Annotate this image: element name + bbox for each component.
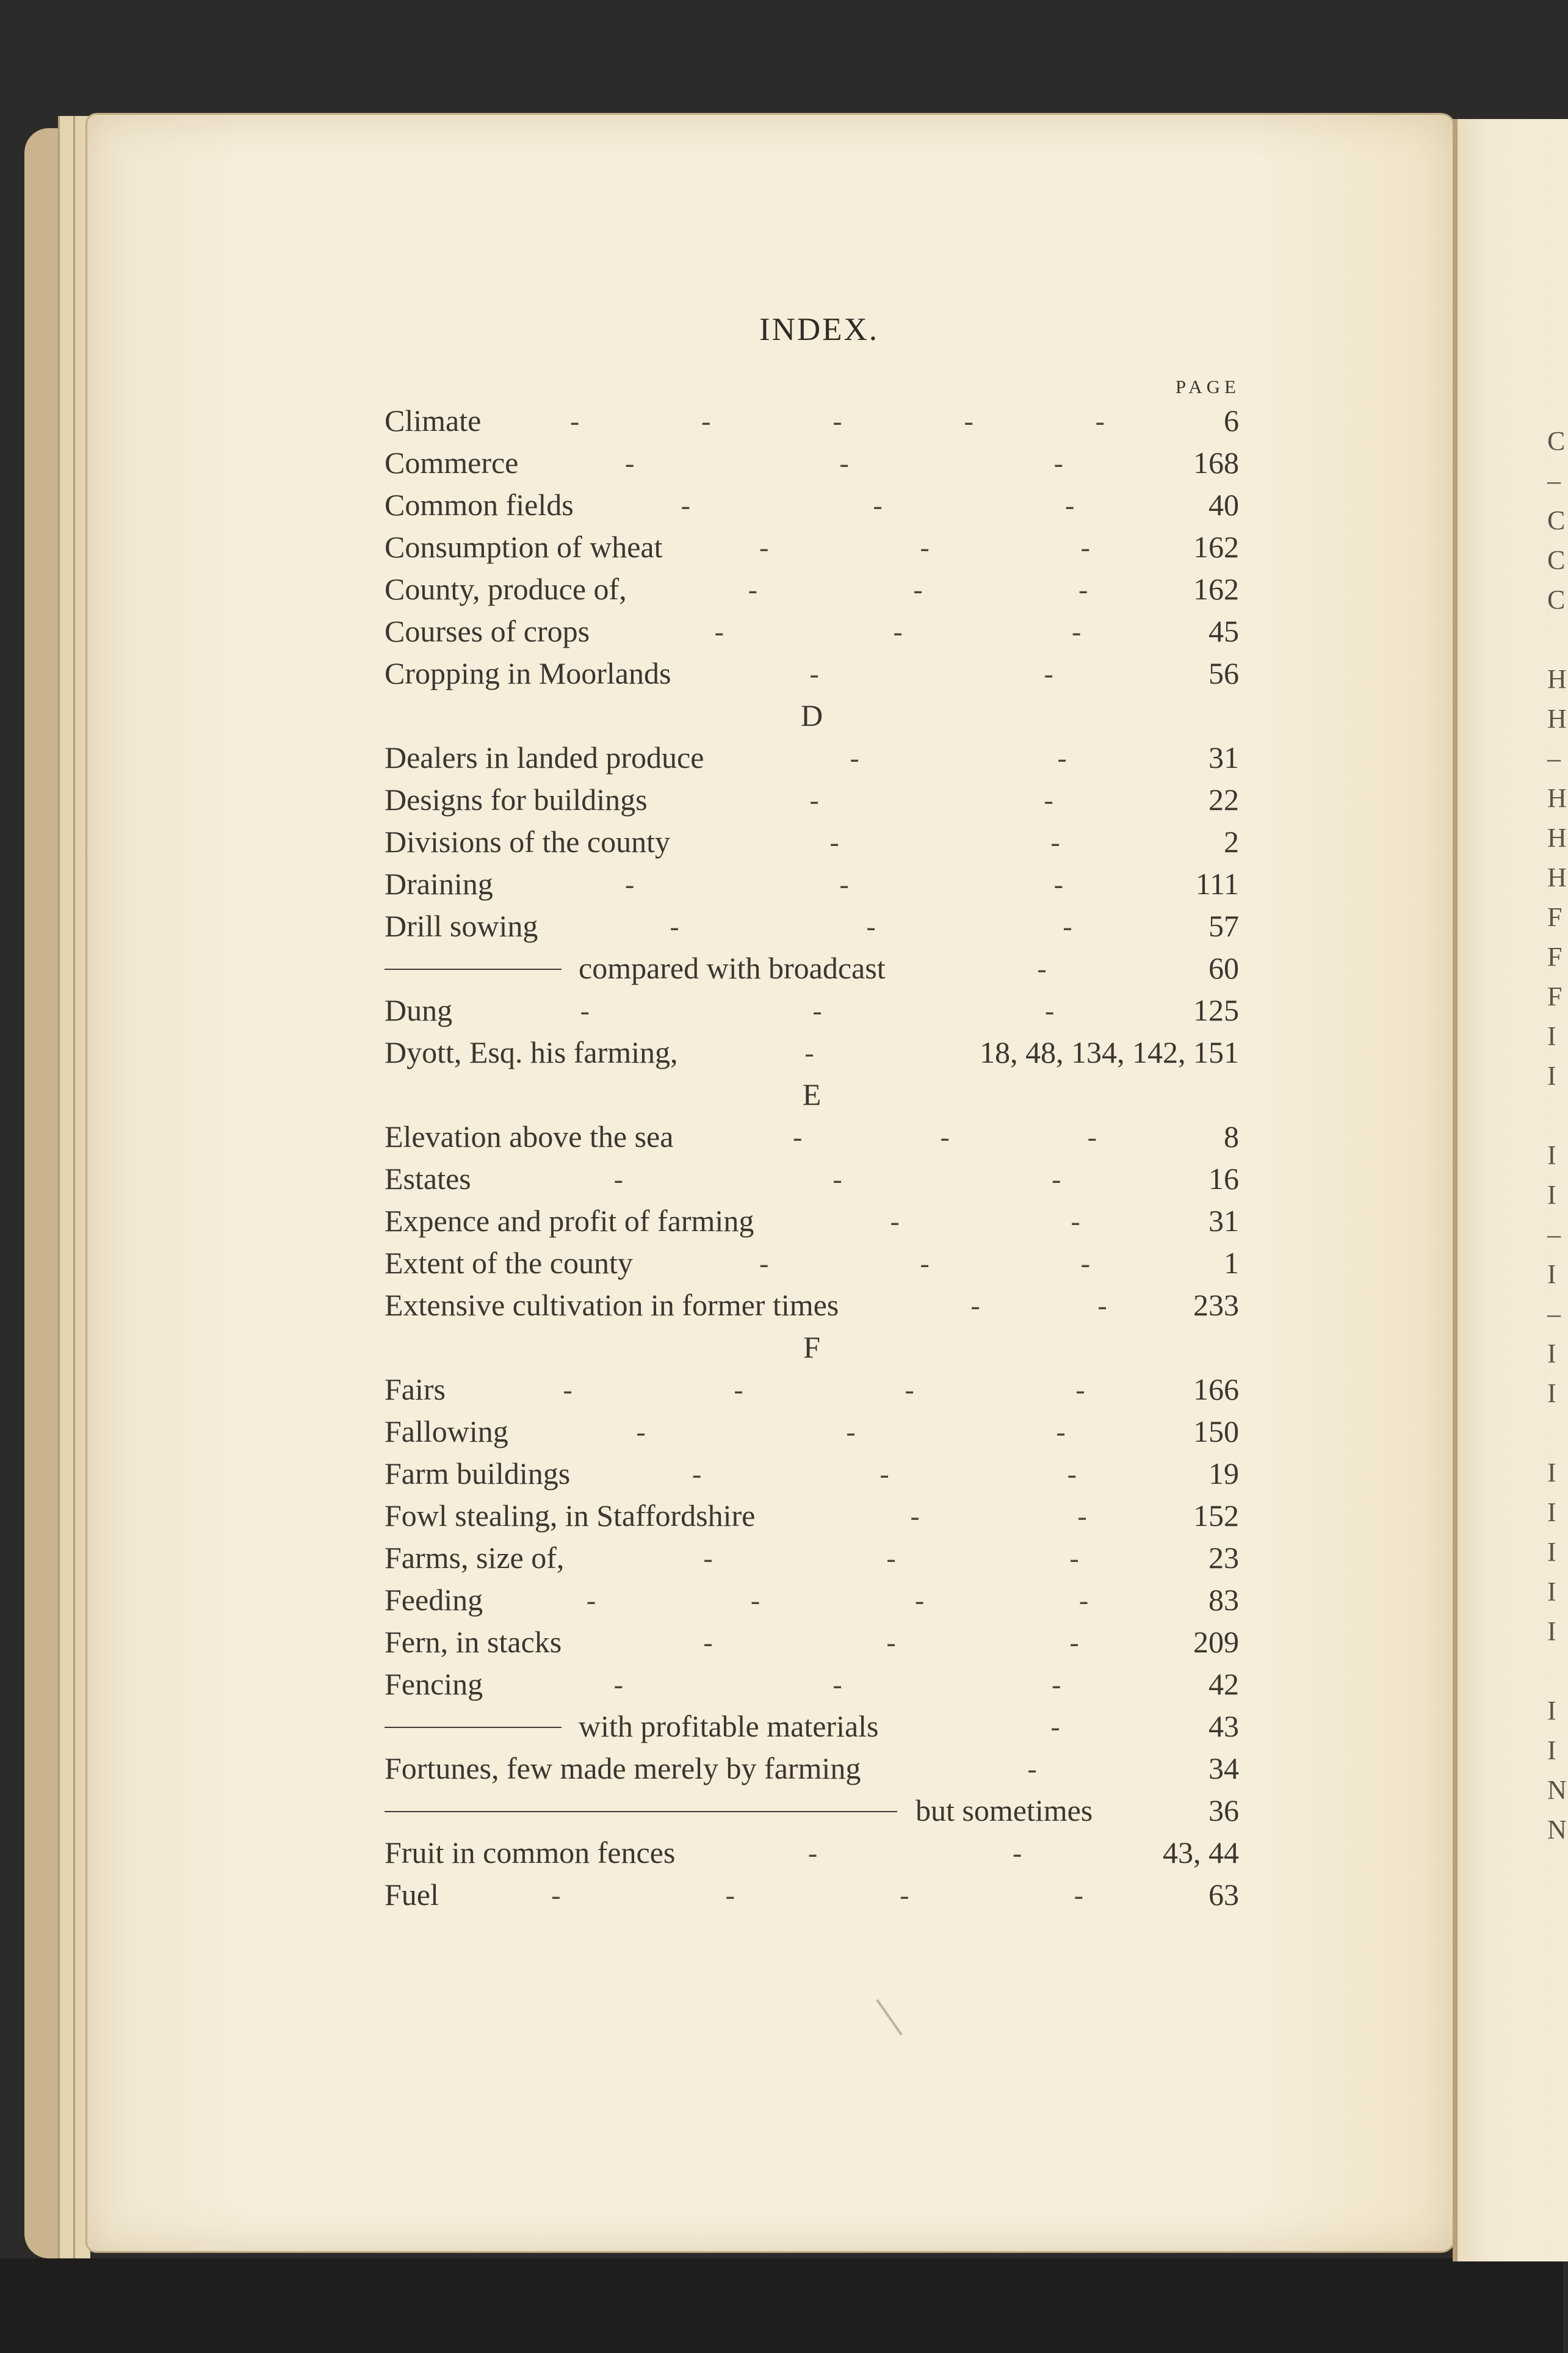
page-number: 43, 44: [1163, 1835, 1239, 1870]
leader-dash: -: [670, 911, 679, 942]
leader-dash: -: [1075, 1374, 1085, 1405]
leader-dash: -: [970, 1290, 980, 1321]
dash-leader: [670, 568, 1166, 610]
facing-page-glyph: [1547, 1413, 1563, 1453]
dash-leader: [536, 1411, 1166, 1453]
page-number: 18, 48, 134, 142, 151: [980, 1035, 1239, 1069]
index-entry-row: [385, 1242, 1239, 1284]
entry-label: Fruit in common fences: [385, 1835, 676, 1870]
leader-dash: -: [625, 869, 635, 900]
dash-leader: [509, 400, 1166, 442]
dash-leader: [469, 1874, 1166, 1916]
facing-page-glyph: N: [1547, 1815, 1567, 1845]
dash-leader: [945, 1705, 1166, 1748]
leader-dash: -: [809, 658, 819, 689]
entry-label: with profitable materials: [579, 1709, 879, 1743]
leader-dash: -: [913, 574, 923, 605]
entry-label: Elevation above the sea: [385, 1119, 674, 1154]
dash-leader: [509, 1663, 1166, 1705]
page-number: 56: [1209, 656, 1239, 690]
leader-dash: -: [839, 447, 849, 479]
entry-label: Consumption of wheat: [385, 530, 663, 564]
page-number: 60: [1209, 951, 1239, 985]
facing-page-glyph: C: [1547, 545, 1566, 575]
leader-dash: -: [1012, 1837, 1022, 1868]
index-entry-row: [385, 821, 1239, 863]
leader-dash: -: [910, 1500, 920, 1531]
entry-label: County, produce of,: [385, 572, 627, 606]
facing-page-glyph: –: [1547, 1220, 1561, 1249]
index-entry-row: [385, 526, 1239, 568]
entry-label: Designs for buildings: [385, 783, 648, 817]
leader-dash: -: [725, 1879, 735, 1910]
section-letter-row: [385, 1326, 1239, 1368]
facing-page-glyph: H: [1547, 783, 1567, 813]
page-number: 23: [1209, 1541, 1239, 1575]
dash-leader: [576, 905, 1166, 947]
leader-dash: -: [1063, 911, 1072, 942]
leader-dash: -: [1067, 1458, 1077, 1489]
leader-dash: -: [701, 405, 711, 436]
dash-leader: [751, 737, 1166, 779]
leader-dash: -: [886, 1542, 896, 1574]
leader-dash: -: [1064, 490, 1075, 521]
page-number: 43: [1209, 1709, 1239, 1743]
leader-dash: -: [893, 616, 903, 647]
leader-dash: -: [1080, 532, 1090, 563]
facing-page-glyph: N: [1547, 1775, 1567, 1805]
index-entry-row: [385, 779, 1239, 821]
scan-background: [0, 2258, 1563, 2353]
dash-leader: [684, 1242, 1166, 1284]
index-entry-row: [385, 1874, 1239, 1916]
leader-dash: -: [1027, 1753, 1037, 1784]
leader-dash: -: [914, 1585, 925, 1616]
facing-page-glyph: I: [1547, 1339, 1556, 1368]
index-entry-row: [385, 1116, 1239, 1158]
dash-leader: [697, 652, 1166, 695]
leader-dash: -: [807, 1837, 818, 1868]
leader-dash: -: [750, 1585, 761, 1616]
leader-dash: -: [1080, 1248, 1090, 1279]
dash-leader: [710, 1832, 1119, 1874]
page-number: 233: [1193, 1288, 1239, 1322]
entry-label: Estates: [385, 1162, 471, 1196]
facing-page-glyph: I: [1547, 1061, 1556, 1091]
index-entry-row: [385, 1663, 1239, 1705]
index-entry-row: [385, 1621, 1239, 1663]
page-number: 209: [1193, 1625, 1239, 1659]
index-entry-row: [385, 1537, 1239, 1579]
leader-dash: -: [833, 1669, 842, 1700]
page-number: 2: [1224, 825, 1239, 859]
leader-dash: -: [569, 405, 580, 436]
leader-dash: -: [1069, 1542, 1079, 1574]
index-entry-row: [385, 652, 1239, 695]
entry-label: Dealers in landed produce: [385, 740, 704, 775]
leader-dash: -: [1044, 658, 1053, 689]
section-letter: E: [802, 1077, 822, 1111]
leader-dash: -: [900, 1879, 909, 1910]
entry-label: Dung: [385, 993, 453, 1027]
dash-leader: [724, 1116, 1166, 1158]
leader-dash: -: [692, 1458, 702, 1489]
leader-dash: -: [940, 1121, 950, 1152]
facing-page-glyph: –: [1547, 743, 1561, 773]
facing-page-glyph: [1547, 620, 1563, 659]
index-list: [385, 400, 1239, 1916]
entry-label: Fairs: [385, 1372, 446, 1406]
dash-leader: [831, 1495, 1166, 1537]
leader-dash: -: [1057, 742, 1067, 773]
dash-leader: [724, 821, 1166, 863]
dash-leader: [684, 526, 1166, 568]
leader-dash: -: [886, 1627, 896, 1658]
index-entry-row: [385, 737, 1239, 779]
facing-page-glyph: I: [1547, 1378, 1556, 1408]
entry-label: Farms, size of,: [385, 1541, 565, 1575]
page-number: 16: [1209, 1162, 1239, 1196]
leader-dash: -: [829, 826, 839, 858]
facing-page-glyph: I: [1547, 1180, 1556, 1210]
page-number: 1: [1224, 1246, 1239, 1280]
entry-label: Fallowing: [385, 1414, 508, 1448]
facing-page-glyph: I: [1547, 1259, 1556, 1289]
leader-dash: -: [714, 616, 724, 647]
page-number: 40: [1209, 488, 1239, 522]
leader-dash: -: [964, 405, 974, 436]
leader-dash: -: [846, 1416, 856, 1447]
entry-label: Commerce: [385, 446, 519, 480]
dash-leader: [912, 1284, 1166, 1326]
leader-dash: -: [793, 1121, 803, 1152]
dash-leader: [697, 779, 1166, 821]
dash-leader: [509, 1579, 1166, 1621]
ditto-rule: [385, 1811, 897, 1812]
page-number: 22: [1209, 783, 1239, 817]
leader-dash: -: [1056, 1416, 1066, 1447]
page-number: 42: [1209, 1667, 1239, 1701]
leader-dash: -: [734, 1374, 743, 1405]
leader-dash: -: [563, 1374, 573, 1405]
facing-page-glyph: I: [1547, 1577, 1556, 1607]
leader-dash: -: [586, 1585, 596, 1616]
leader-dash: -: [812, 995, 822, 1026]
index-entry-row: [385, 1495, 1239, 1537]
index-entry-row: [385, 1411, 1239, 1453]
leader-dash: -: [551, 1879, 561, 1910]
index-entry-row: [385, 1790, 1239, 1832]
leader-dash: -: [1069, 1627, 1079, 1658]
dash-leader: [918, 947, 1166, 989]
facing-page-glyph: I: [1547, 1140, 1556, 1170]
leader-dash: -: [748, 574, 757, 605]
leader-dash: -: [1074, 1879, 1083, 1910]
index-entry-row: [385, 442, 1239, 484]
leader-dash: -: [920, 532, 930, 563]
leader-dash: -: [1071, 1205, 1080, 1237]
facing-page-glyph: –: [1547, 1299, 1561, 1329]
leader-dash: -: [920, 1248, 930, 1279]
facing-page-glyph: [1547, 1651, 1563, 1691]
index-entry-row: [385, 1832, 1239, 1874]
index-entry-row: [385, 1284, 1239, 1326]
leader-dash: -: [1051, 1669, 1061, 1700]
dash-leader: [898, 1748, 1166, 1790]
leader-dash: -: [1050, 826, 1060, 858]
entry-label: Common fields: [385, 488, 574, 522]
ditto-rule: [385, 969, 562, 970]
facing-page-glyph: H: [1547, 862, 1567, 892]
entry-label: compared with broadcast: [579, 951, 886, 985]
dash-leader: [522, 442, 1166, 484]
leader-dash: -: [850, 742, 859, 773]
index-entry-row: [385, 610, 1239, 652]
entry-label: Expence and profit of farming: [385, 1204, 754, 1238]
index-entry-row: [385, 1579, 1239, 1621]
leader-dash: -: [703, 1542, 713, 1574]
dash-leader: [616, 1537, 1166, 1579]
leader-dash: -: [1037, 953, 1047, 984]
entry-label: Divisions of the county: [385, 825, 671, 859]
page-number: 31: [1209, 740, 1239, 775]
leader-dash: -: [1050, 1711, 1060, 1742]
facing-page-glyph: I: [1547, 1497, 1556, 1527]
facing-page-glyph: [1547, 1096, 1563, 1135]
facing-page-glyph: F: [1547, 981, 1563, 1011]
leader-dash: -: [1087, 1121, 1097, 1152]
page-title: INDEX.: [759, 312, 880, 347]
leader-dash: -: [703, 1627, 713, 1658]
facing-page-glyph: I: [1547, 1537, 1556, 1567]
index-entry-row: [385, 484, 1239, 526]
dash-leader: [522, 863, 1166, 905]
facing-page-glyph: H: [1547, 664, 1567, 694]
facing-page-glyph: I: [1547, 1458, 1556, 1487]
section-letter: F: [803, 1330, 820, 1364]
leader-dash: -: [880, 1458, 889, 1489]
index-entry-row: [385, 1705, 1239, 1748]
leader-dash: -: [759, 1248, 769, 1279]
page-number: 162: [1193, 572, 1239, 606]
index-entry-row: [385, 1453, 1239, 1495]
entry-label: but sometimes: [916, 1793, 1093, 1827]
index-entry-row: [385, 1748, 1239, 1790]
facing-page-glyph: I: [1547, 1021, 1556, 1051]
leader-dash: -: [833, 405, 842, 436]
leader-dash: -: [1095, 405, 1105, 436]
page-number: 57: [1209, 909, 1239, 943]
facing-page-glyph: F: [1547, 942, 1563, 972]
facing-page-glyph: C: [1547, 585, 1566, 615]
entry-label: Drill sowing: [385, 909, 538, 943]
section-letter-row: [385, 1074, 1239, 1116]
ditto-rule: [385, 1727, 562, 1728]
entry-label: Fern, in stacks: [385, 1625, 562, 1659]
leader-dash: -: [1077, 1500, 1087, 1531]
facing-page-glyph: I: [1547, 1696, 1556, 1726]
leader-dash: -: [1044, 784, 1053, 815]
leader-dash: -: [1071, 616, 1082, 647]
leader-dash: -: [804, 1037, 814, 1068]
facing-page-glyph: C: [1547, 505, 1566, 535]
leader-dash: -: [1051, 1163, 1061, 1195]
facing-page-glyph: H: [1547, 823, 1567, 853]
leader-dash: -: [1044, 995, 1055, 1026]
page-number: 168: [1193, 446, 1239, 480]
leader-dash: -: [580, 995, 590, 1026]
facing-page-glyph: H: [1547, 704, 1567, 734]
leader-dash: -: [1097, 1290, 1107, 1321]
entry-label: Fortunes, few made merely by farming: [385, 1751, 861, 1785]
index-entry-row: [385, 989, 1239, 1032]
facing-page-glyph: –: [1547, 466, 1561, 496]
facing-page-glyph: I: [1547, 1616, 1556, 1646]
index-entry-row: [385, 863, 1239, 905]
index-entry-row: [385, 1032, 1239, 1074]
entry-label: Dyott, Esq. his farming,: [385, 1035, 678, 1069]
leader-dash: -: [613, 1163, 623, 1195]
page-number: 19: [1209, 1456, 1239, 1491]
page-number: 6: [1224, 403, 1239, 438]
entry-label: Feeding: [385, 1583, 483, 1617]
dash-leader: [509, 1158, 1166, 1200]
page-number: 36: [1209, 1793, 1239, 1827]
entry-label: Extent of the county: [385, 1246, 633, 1280]
dash-leader: [630, 610, 1166, 652]
facing-page-glyph: F: [1547, 902, 1563, 932]
facing-page-text-fragments: [1547, 421, 1567, 1849]
page-number: 31: [1209, 1204, 1239, 1238]
index-entry-row: [385, 1200, 1239, 1242]
entry-label: Courses of crops: [385, 614, 590, 648]
leader-dash: -: [613, 1669, 623, 1700]
entry-label: Climate: [385, 403, 482, 438]
dash-leader: [482, 1368, 1166, 1411]
leader-dash: -: [1078, 1585, 1089, 1616]
page-number: 166: [1193, 1372, 1239, 1406]
page-number: 152: [1193, 1498, 1239, 1533]
leader-dash: -: [833, 1163, 842, 1195]
dash-leader: [469, 989, 1166, 1032]
entry-label: Fencing: [385, 1667, 483, 1701]
index-entry-row: [385, 1158, 1239, 1200]
leader-dash: -: [905, 1374, 914, 1405]
entry-label: Farm buildings: [385, 1456, 571, 1491]
page-number: 45: [1209, 614, 1239, 648]
entry-label: Fuel: [385, 1878, 439, 1912]
leader-dash: -: [890, 1205, 900, 1237]
dash-leader: [804, 1200, 1166, 1242]
index-entry-row: [385, 568, 1239, 610]
page-number: 83: [1209, 1583, 1239, 1617]
entry-label: Draining: [385, 867, 493, 901]
leader-dash: -: [1078, 574, 1088, 605]
section-letter: D: [800, 698, 823, 732]
page-number: 8: [1224, 1119, 1239, 1154]
page-number: 111: [1195, 867, 1239, 901]
page-number: 63: [1209, 1878, 1239, 1912]
index-entry-row: [385, 905, 1239, 947]
leader-dash: -: [866, 911, 876, 942]
dash-leader: [590, 484, 1166, 526]
dash-leader: [603, 1453, 1166, 1495]
leader-dash: -: [839, 869, 849, 900]
leader-dash: -: [681, 490, 690, 521]
entry-label: Cropping in Moorlands: [385, 656, 671, 690]
dash-leader: [737, 1032, 881, 1074]
facing-page-glyph: I: [1547, 1735, 1556, 1765]
leader-dash: -: [759, 532, 769, 563]
leader-dash: -: [873, 490, 883, 521]
leader-dash: -: [1053, 447, 1063, 479]
page-number: 34: [1209, 1751, 1239, 1785]
section-letter-row: [385, 695, 1239, 737]
leader-dash: -: [809, 784, 819, 815]
leader-dash: -: [1053, 869, 1063, 900]
page-number: 162: [1193, 530, 1239, 564]
leader-dash: -: [625, 447, 635, 479]
entry-label: Extensive cultivation in former times: [385, 1288, 839, 1322]
page-column-heading: PAGE: [1175, 376, 1240, 397]
facing-page-glyph: C: [1547, 426, 1566, 456]
leader-dash: -: [636, 1416, 646, 1447]
index-entry-row: [385, 1368, 1239, 1411]
page-number: 150: [1193, 1414, 1239, 1448]
index-entry-row: [385, 947, 1239, 989]
dash-leader: [616, 1621, 1166, 1663]
page-number: 125: [1193, 993, 1239, 1027]
entry-label: Fowl stealing, in Staffordshire: [385, 1498, 756, 1533]
index-entry-row: [385, 400, 1239, 442]
